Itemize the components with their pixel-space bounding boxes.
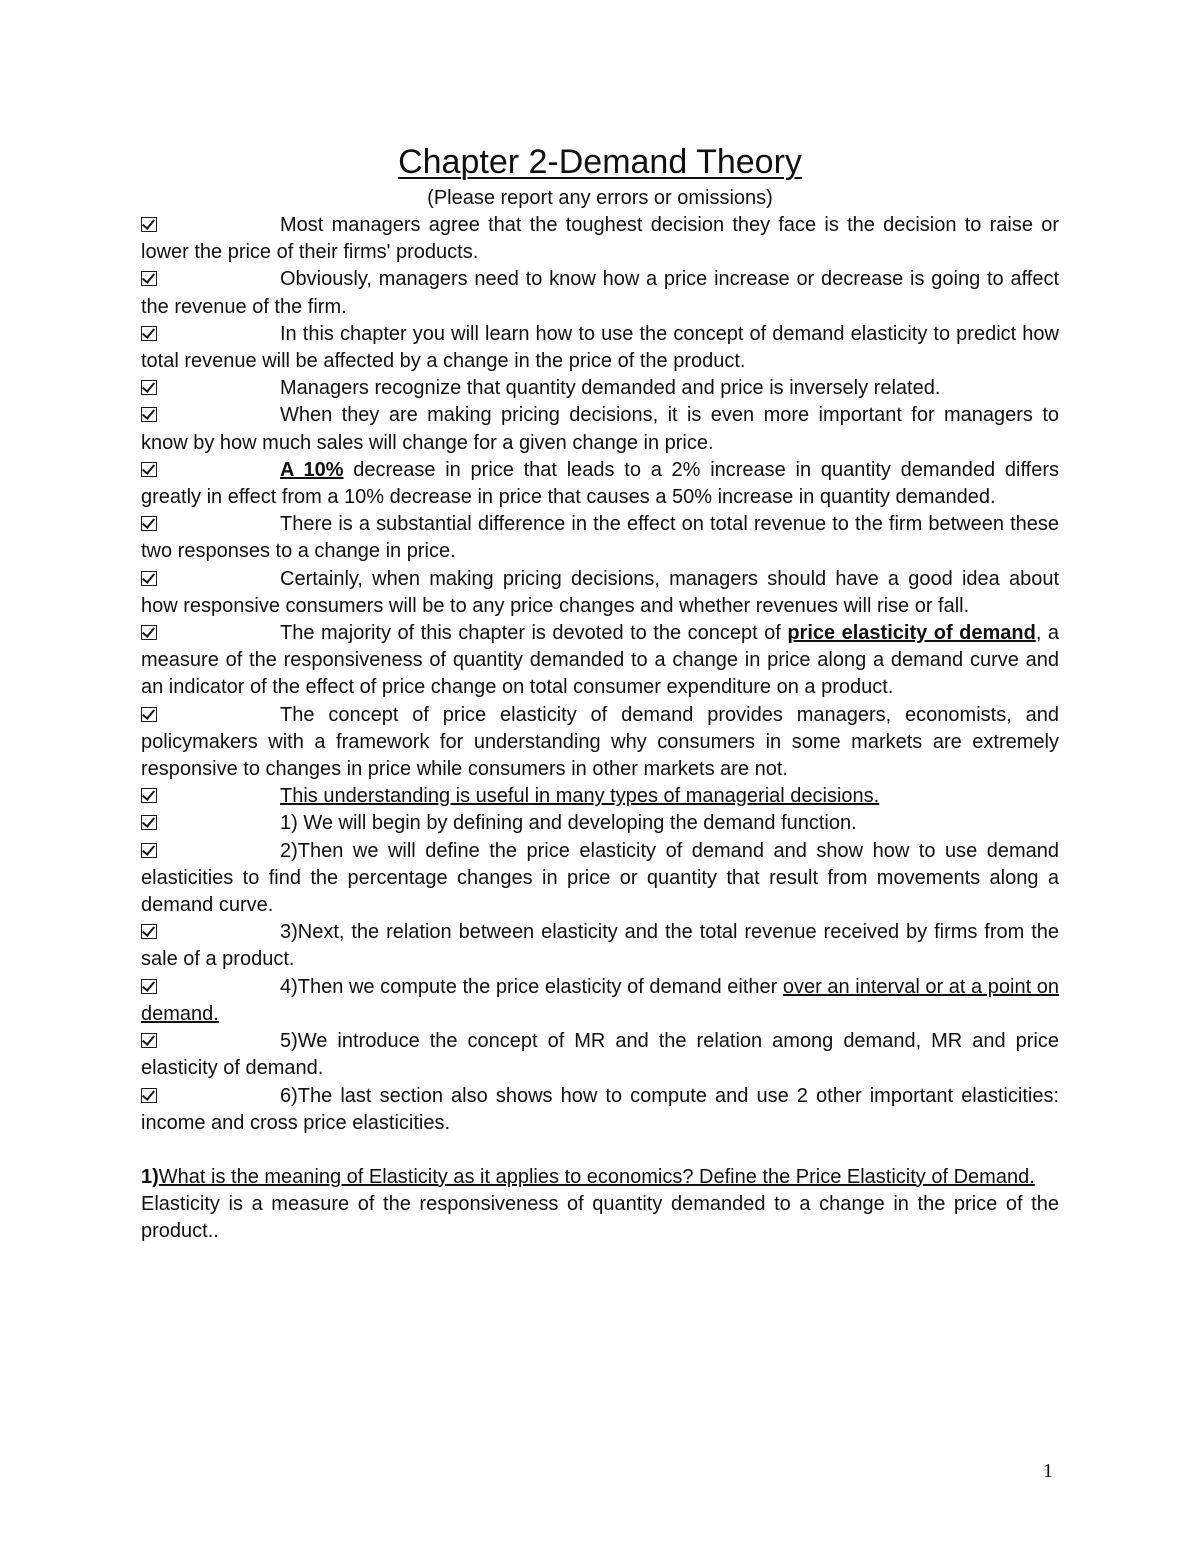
item-text: Obviously, managers need to know how a price increase or decrease is going to affect the revenue of the firm. (141, 268, 1059, 318)
checked-box-icon (141, 516, 157, 531)
item-text: 5)We introduce the concept of MR and the relation among demand, MR and price elasticity of demand. (141, 1030, 1059, 1080)
question-text: What is the meaning of Elasticity as it applies to economics? Define the Price Elasticity of Demand. (158, 1165, 1035, 1188)
list-item (141, 321, 1059, 375)
list-item (141, 266, 1059, 320)
item-text: There is a substantial difference in the effect on total revenue to the firm between these two responses to a change in price. (141, 513, 1059, 563)
checked-box-icon (141, 1088, 157, 1103)
question-number: 1) (141, 1165, 159, 1188)
page-number: 1 (1043, 1460, 1053, 1482)
item-text: 1) We will begin by defining and developing the demand function. (280, 812, 857, 835)
checked-box-icon (141, 380, 157, 395)
item-text: The majority of this chapter is devoted to the concept of (280, 622, 788, 645)
checked-box-icon (141, 571, 157, 586)
item-text-underlined: over an interval or at a point on demand. (141, 975, 1059, 1025)
checked-box-icon (141, 843, 157, 858)
checked-box-icon (141, 815, 157, 830)
list-item (141, 783, 1059, 810)
emphasis-text: A 10% (280, 458, 344, 481)
list-item (141, 402, 1059, 456)
item-text: The concept of price elasticity of demand provides managers, economists, and policymakers with a framework for understanding why consumers in some markets are extremely responsive to changes in price while consumers in other markets are not. (141, 703, 1059, 781)
document-page (141, 140, 1059, 1246)
list-item (141, 919, 1059, 973)
list-item (141, 457, 1059, 511)
item-text: decrease in price that leads to a 2% increase in quantity demanded differs greatly in effect from a 10% decrease in price that causes a 50% increase in quantity demanded. (141, 458, 1059, 509)
checked-box-icon (141, 625, 157, 640)
item-text: 6)The last section also shows how to compute and use 2 other important elasticities: income and cross price elasticities. (141, 1084, 1059, 1134)
spacer (141, 1137, 1059, 1164)
item-text: 2)Then we will define the price elasticity of demand and show how to use demand elasticities to find the percentage changes in price or quantity that result from movements along a demand curve. (141, 839, 1059, 917)
checked-box-icon (141, 407, 157, 422)
checked-box-icon (141, 979, 157, 994)
page-subtitle: (Please report any errors or omissions) (427, 187, 773, 209)
item-text: Managers recognize that quantity demanded and price is inversely related. (280, 377, 941, 400)
bullet-list (141, 212, 1059, 1137)
item-text: Certainly, when making pricing decisions, managers should have a good idea about how responsive consumers will be to any price changes and whether revenues will rise or fall. (141, 567, 1059, 617)
checked-box-icon (141, 788, 157, 803)
list-item (141, 375, 1059, 402)
item-text: In this chapter you will learn how to use the concept of demand elasticity to predict how total revenue will be affected by a change in the price of the product. (141, 322, 1059, 373)
list-item (141, 566, 1059, 620)
item-text: Most managers agree that the toughest decision they face is the decision to raise or lower the price of their firms' products. (141, 214, 1059, 264)
list-item (141, 702, 1059, 784)
list-item (141, 1028, 1059, 1082)
list-item (141, 838, 1059, 920)
answer-paragraph: Elasticity is a measure of the responsiveness of quantity demanded to a change in the price of the product.. (141, 1193, 1059, 1243)
item-text: When they are making pricing decisions, it is even more important for managers to know by how much sales will change for a given change in price. (141, 404, 1059, 454)
checked-box-icon (141, 217, 157, 232)
checked-box-icon (141, 924, 157, 939)
checked-box-icon (141, 462, 157, 477)
item-text: 3)Next, the relation between elasticity and the total revenue received by firms from the sale of a product. (141, 921, 1059, 971)
list-item (141, 620, 1059, 702)
checked-box-icon (141, 326, 157, 341)
list-item (141, 212, 1059, 266)
list-item (141, 1083, 1059, 1137)
item-text: This understanding is useful in many types of managerial decisions. (280, 785, 880, 808)
list-item (141, 511, 1059, 565)
checked-box-icon (141, 707, 157, 722)
list-item (141, 810, 1059, 837)
list-item (141, 974, 1059, 1028)
question-heading (141, 1164, 1059, 1191)
checked-box-icon (141, 271, 157, 286)
key-term: price elasticity of demand (787, 622, 1036, 645)
item-text: 4)Then we compute the price elasticity of demand either (280, 975, 783, 998)
item-text: , a measure of the responsiveness of quantity demanded to a change in price along a demand curve and an indicator of the effect of price change on total consumer expenditure on a product. (141, 622, 1059, 699)
page-title: Chapter 2-Demand Theory (398, 143, 802, 181)
checked-box-icon (141, 1033, 157, 1048)
